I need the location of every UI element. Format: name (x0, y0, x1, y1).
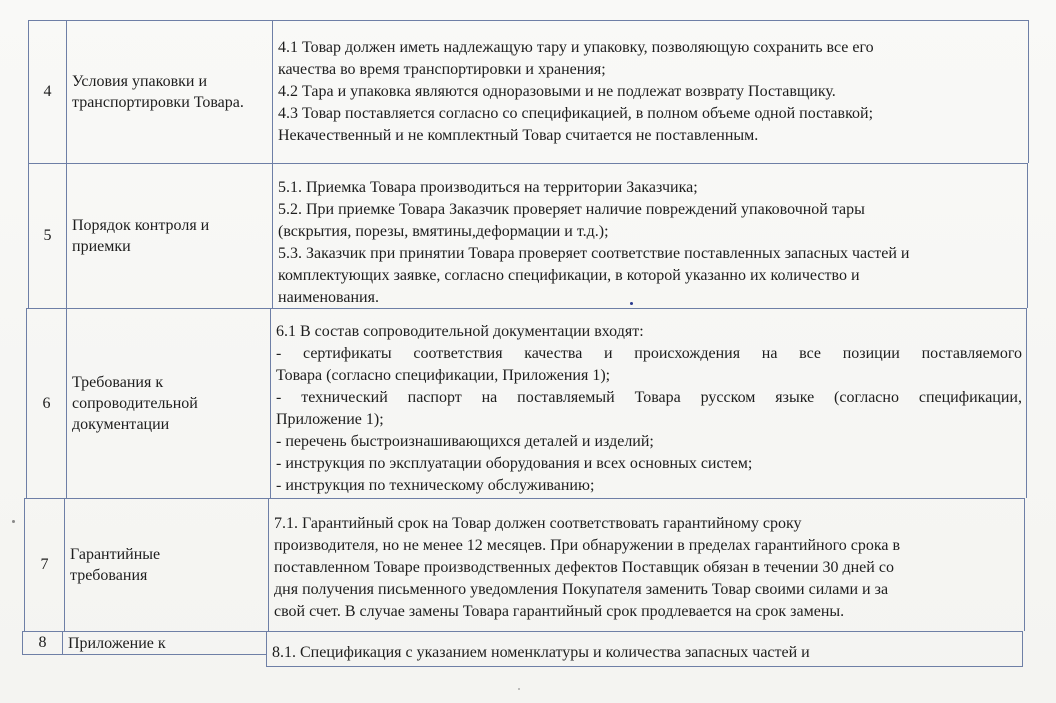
row-number: 6 (42, 394, 51, 412)
content-line: - сертификаты соответствия качества и происхождения на все позиции поставляемого (276, 345, 1022, 362)
content-line: производителя, но не менее 12 месяцев. При обнаружении в пределах гарантийного срока в (274, 537, 901, 554)
row-6-title (66, 308, 270, 498)
row-8-title (62, 631, 266, 655)
content-line: поставленном Товаре производственных дефектов Поставщик обязан в течении 30 дней со (274, 559, 894, 576)
content-line: 4.2 Тара и упаковка являются одноразовыми и не подлежат возврату Поставщику. (278, 83, 836, 100)
table-right-border (1024, 498, 1025, 631)
scan-speck (12, 520, 15, 523)
table-right-border (1026, 308, 1027, 498)
row-5-title (66, 163, 272, 308)
row-7-number (24, 498, 64, 631)
content-line: 5.3. Заказчик при принятии Товара проверяет соответствие поставленных запасных частей и (278, 245, 910, 262)
content-line: 5.1. Приемка Товара производиться на территории Заказчика; (278, 179, 698, 196)
content-line: комплектующих заявке, согласно спецификации, в которой указанно их количество и (278, 267, 860, 284)
content-line: - перечень быстроизнашивающихся деталей и изделий; (276, 433, 654, 450)
row-number: 8 (38, 634, 47, 651)
table-right-border (1028, 20, 1029, 163)
scan-speck (630, 302, 633, 305)
row-title: Порядок контроля и приемки (72, 217, 210, 255)
content-line: 4.3 Товар поставляется согласно со спецификацией, в полном объеме одной поставкой; (278, 105, 874, 122)
row-number: 7 (40, 556, 49, 573)
row-title: Условия упаковки и транспортировки Товара. (72, 73, 244, 111)
content-line: - технический паспорт на поставляемый Товара русском языке (согласно спецификации, (276, 389, 1022, 406)
content-line: - инструкция по эксплуатации оборудования и всех основных систем; (276, 455, 753, 472)
row-title: Требования к сопроводительной документации (72, 374, 198, 433)
row-title: Гарантийные требования (70, 546, 161, 584)
row-title: Приложение к (68, 634, 166, 652)
row-5-content (272, 163, 1028, 308)
row-7-content (268, 498, 1024, 631)
content-line: наименования. (278, 289, 379, 306)
row-5-number (28, 163, 66, 308)
content-line: качества во время транспортировки и хранения; (278, 61, 606, 78)
content-line: Товара (согласно спецификации, Приложения 1); (276, 367, 611, 384)
content-line: 6.1 В состав сопроводительной документации входят: (276, 323, 644, 340)
content-line: - инструкция по техническому обслуживанию; (276, 477, 595, 494)
row-6-content (270, 308, 1026, 498)
row-6-number (26, 308, 66, 498)
row-8-number (22, 631, 62, 655)
content-line: Некачественный и не комплектный Товар считается не поставленным. (278, 127, 759, 144)
row-number: 5 (43, 227, 52, 244)
table-bottom-border (266, 666, 1023, 667)
row-4-content (272, 20, 1028, 163)
table-right-border (1027, 163, 1028, 308)
row-4-title (66, 20, 272, 163)
content-line: 7.1. Гарантийный срок на Товар должен соответствовать гарантийному сроку (274, 515, 802, 532)
content-line: Приложение 1); (276, 411, 384, 428)
row-7-title (64, 498, 268, 631)
content-line: 4.1 Товар должен иметь надлежащую тару и упаковку, позволяющую сохранить все его (278, 39, 874, 56)
content-line: 8.1. Спецификация с указанием номенклатуры и количества запасных частей и (272, 644, 810, 661)
table-right-border (1022, 631, 1023, 666)
content-line: дня получения письменного уведомления Покупателя заменить Товар своими силами и за (274, 581, 889, 598)
row-8-content (266, 631, 1022, 666)
row-4-number (28, 20, 66, 163)
content-line: 5.2. При приемке Товара Заказчик проверяет наличие повреждений упаковочной тары (278, 201, 865, 218)
content-line: свой счет. В случае замены Товара гарантийный срок продлевается на срок замены. (274, 603, 845, 620)
row-number: 4 (43, 83, 52, 100)
scan-speck (518, 688, 520, 690)
content-line: (вскрытия, порезы, вмятины,деформации и т.д.); (278, 223, 609, 240)
